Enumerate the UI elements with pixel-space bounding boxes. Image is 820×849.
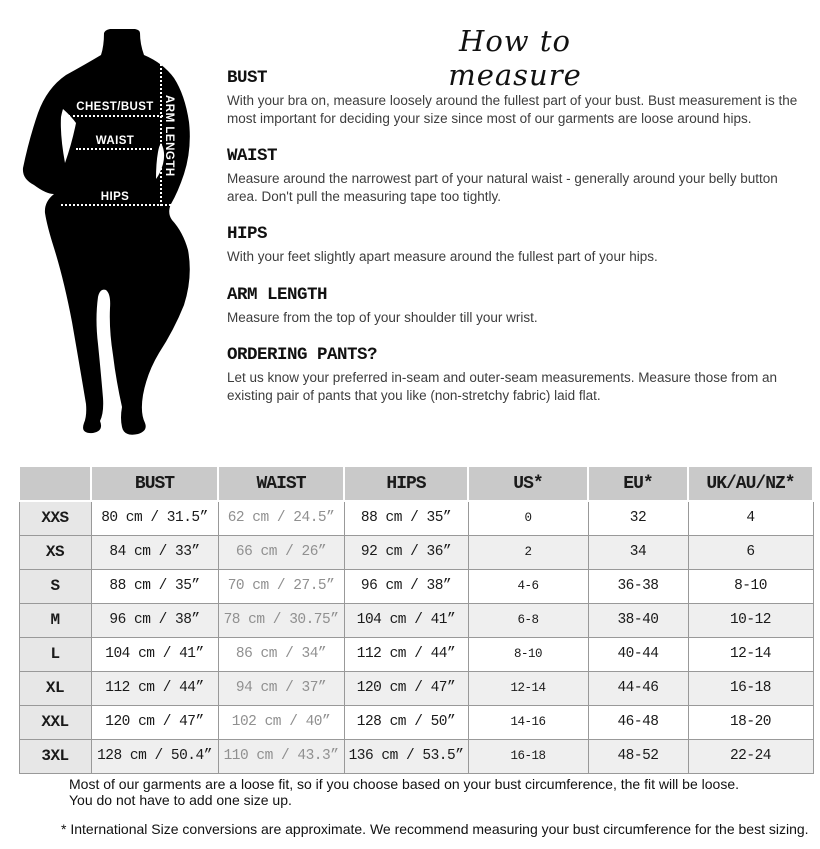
chest-measure-line [68, 115, 163, 117]
hips-cell: 112 cm / 44” [344, 637, 468, 671]
hips-cell: 136 cm / 53.5” [344, 739, 468, 773]
hips-cell: 104 cm / 41” [344, 603, 468, 637]
waist-cell: 86 cm / 34” [218, 637, 344, 671]
eu-cell: 32 [588, 501, 688, 535]
section-arm-length [227, 285, 820, 327]
uk-cell: 6 [688, 535, 813, 569]
size-cell: XXL [19, 705, 91, 739]
bust-cell: 88 cm / 35” [91, 569, 218, 603]
header-uk-au-nz: UK/AU/NZ* [688, 466, 813, 501]
size-cell: XXS [19, 501, 91, 535]
size-row-l [19, 637, 813, 671]
section-ordering-pants [227, 345, 820, 404]
section-heading: WAIST [227, 146, 278, 166]
conversion-note: * International Size conversions are approximate. We recommend measuring your bust circumference for the best sizing. [61, 821, 809, 837]
size-chart [18, 465, 812, 774]
hips-cell: 92 cm / 36” [344, 535, 468, 569]
bust-cell: 80 cm / 31.5” [91, 501, 218, 535]
header-us: US* [468, 466, 588, 501]
section-body: Measure around the narrowest part of your natural waist - generally around your belly button area. Don't pull the measuring tape too tightly. [227, 171, 778, 204]
bust-cell: 104 cm / 41” [91, 637, 218, 671]
us-cell: 2 [468, 535, 588, 569]
page-title: How to measure [448, 24, 582, 92]
eu-cell: 44-46 [588, 671, 688, 705]
header-size [19, 466, 91, 501]
section-body: With your feet slightly apart measure around the fullest part of your hips. [227, 249, 658, 264]
arm-length-measure-line [160, 57, 162, 206]
size-table-body [19, 501, 813, 773]
waist-cell: 70 cm / 27.5” [218, 569, 344, 603]
hips-label: HIPS [100, 191, 130, 203]
us-cell: 8-10 [468, 637, 588, 671]
bust-cell: 128 cm / 50.4” [91, 739, 218, 773]
waist-cell: 62 cm / 24.5” [218, 501, 344, 535]
uk-cell: 12-14 [688, 637, 813, 671]
waist-cell: 66 cm / 26” [218, 535, 344, 569]
header-eu: EU* [588, 466, 688, 501]
size-cell: S [19, 569, 91, 603]
hips-cell: 128 cm / 50” [344, 705, 468, 739]
chest-bust-label: CHEST/BUST [76, 101, 154, 113]
eu-cell: 34 [588, 535, 688, 569]
section-heading: HIPS [227, 224, 268, 244]
bust-cell: 84 cm / 33” [91, 535, 218, 569]
eu-cell: 48-52 [588, 739, 688, 773]
section-hips [227, 224, 820, 266]
section-heading: ARM LENGTH [227, 284, 328, 305]
section-body: Let us know your preferred in-seam and outer-seam measurements. Measure those from an existing pair of pants that you like (non-stretchy fabric) laid flat. [227, 370, 778, 403]
measure-instructions [227, 68, 820, 423]
section-bust [227, 68, 820, 127]
waist-measure-line [76, 148, 152, 150]
uk-cell: 18-20 [688, 705, 813, 739]
section-heading: BUST [227, 68, 268, 88]
header-hips: HIPS [344, 466, 468, 501]
size-row-s [19, 569, 813, 603]
us-cell: 16-18 [468, 739, 588, 773]
size-cell: XS [19, 535, 91, 569]
eu-cell: 36-38 [588, 569, 688, 603]
size-cell: XL [19, 671, 91, 705]
eu-cell: 46-48 [588, 705, 688, 739]
header-bust: BUST [91, 466, 218, 501]
hips-cell: 96 cm / 38” [344, 569, 468, 603]
hips-cell: 88 cm / 35” [344, 501, 468, 535]
bust-cell: 96 cm / 38” [91, 603, 218, 637]
body-silhouette-icon [10, 22, 225, 440]
table-header-row [19, 466, 813, 501]
size-row-m [19, 603, 813, 637]
waist-cell: 94 cm / 37” [218, 671, 344, 705]
waist-cell: 78 cm / 30.75” [218, 603, 344, 637]
waist-cell: 102 cm / 40” [218, 705, 344, 739]
uk-cell: 22-24 [688, 739, 813, 773]
us-cell: 0 [468, 501, 588, 535]
bust-cell: 120 cm / 47” [91, 705, 218, 739]
uk-cell: 8-10 [688, 569, 813, 603]
hips-cell: 120 cm / 47” [344, 671, 468, 705]
us-cell: 6-8 [468, 603, 588, 637]
measurement-figure [10, 22, 225, 440]
size-cell: 3XL [19, 739, 91, 773]
size-cell: M [19, 603, 91, 637]
size-row-xxl [19, 705, 813, 739]
us-cell: 14-16 [468, 705, 588, 739]
fit-note-line2: You do not have to add one size up. [69, 792, 292, 808]
uk-cell: 10-12 [688, 603, 813, 637]
uk-cell: 16-18 [688, 671, 813, 705]
size-cell: L [19, 637, 91, 671]
fit-note-line1: Most of our garments are a loose fit, so if you choose based on your bust circumference, the fit will be loose. [69, 776, 740, 792]
arm-length-label: ARM LENGTH [163, 95, 175, 177]
section-body: With your bra on, measure loosely around the fullest part of your bust. Bust measurement is the most important for deciding your size since most of our garments are loose around hips. [227, 93, 798, 126]
header-waist: WAIST [218, 466, 344, 501]
section-heading: ORDERING PANTS? [227, 345, 378, 365]
section-waist [227, 146, 820, 205]
uk-cell: 4 [688, 501, 813, 535]
eu-cell: 38-40 [588, 603, 688, 637]
size-row-xs [19, 535, 813, 569]
us-cell: 4-6 [468, 569, 588, 603]
size-row-xxs [19, 501, 813, 535]
us-cell: 12-14 [468, 671, 588, 705]
size-row-3xl [19, 739, 813, 773]
bust-cell: 112 cm / 44” [91, 671, 218, 705]
waist-label: WAIST [95, 135, 135, 147]
eu-cell: 40-44 [588, 637, 688, 671]
size-row-xl [19, 671, 813, 705]
fit-note [69, 776, 739, 808]
size-chart-table [18, 465, 814, 774]
waist-cell: 110 cm / 43.3” [218, 739, 344, 773]
section-body: Measure from the top of your shoulder till your wrist. [227, 309, 538, 325]
hips-measure-line [61, 204, 175, 206]
